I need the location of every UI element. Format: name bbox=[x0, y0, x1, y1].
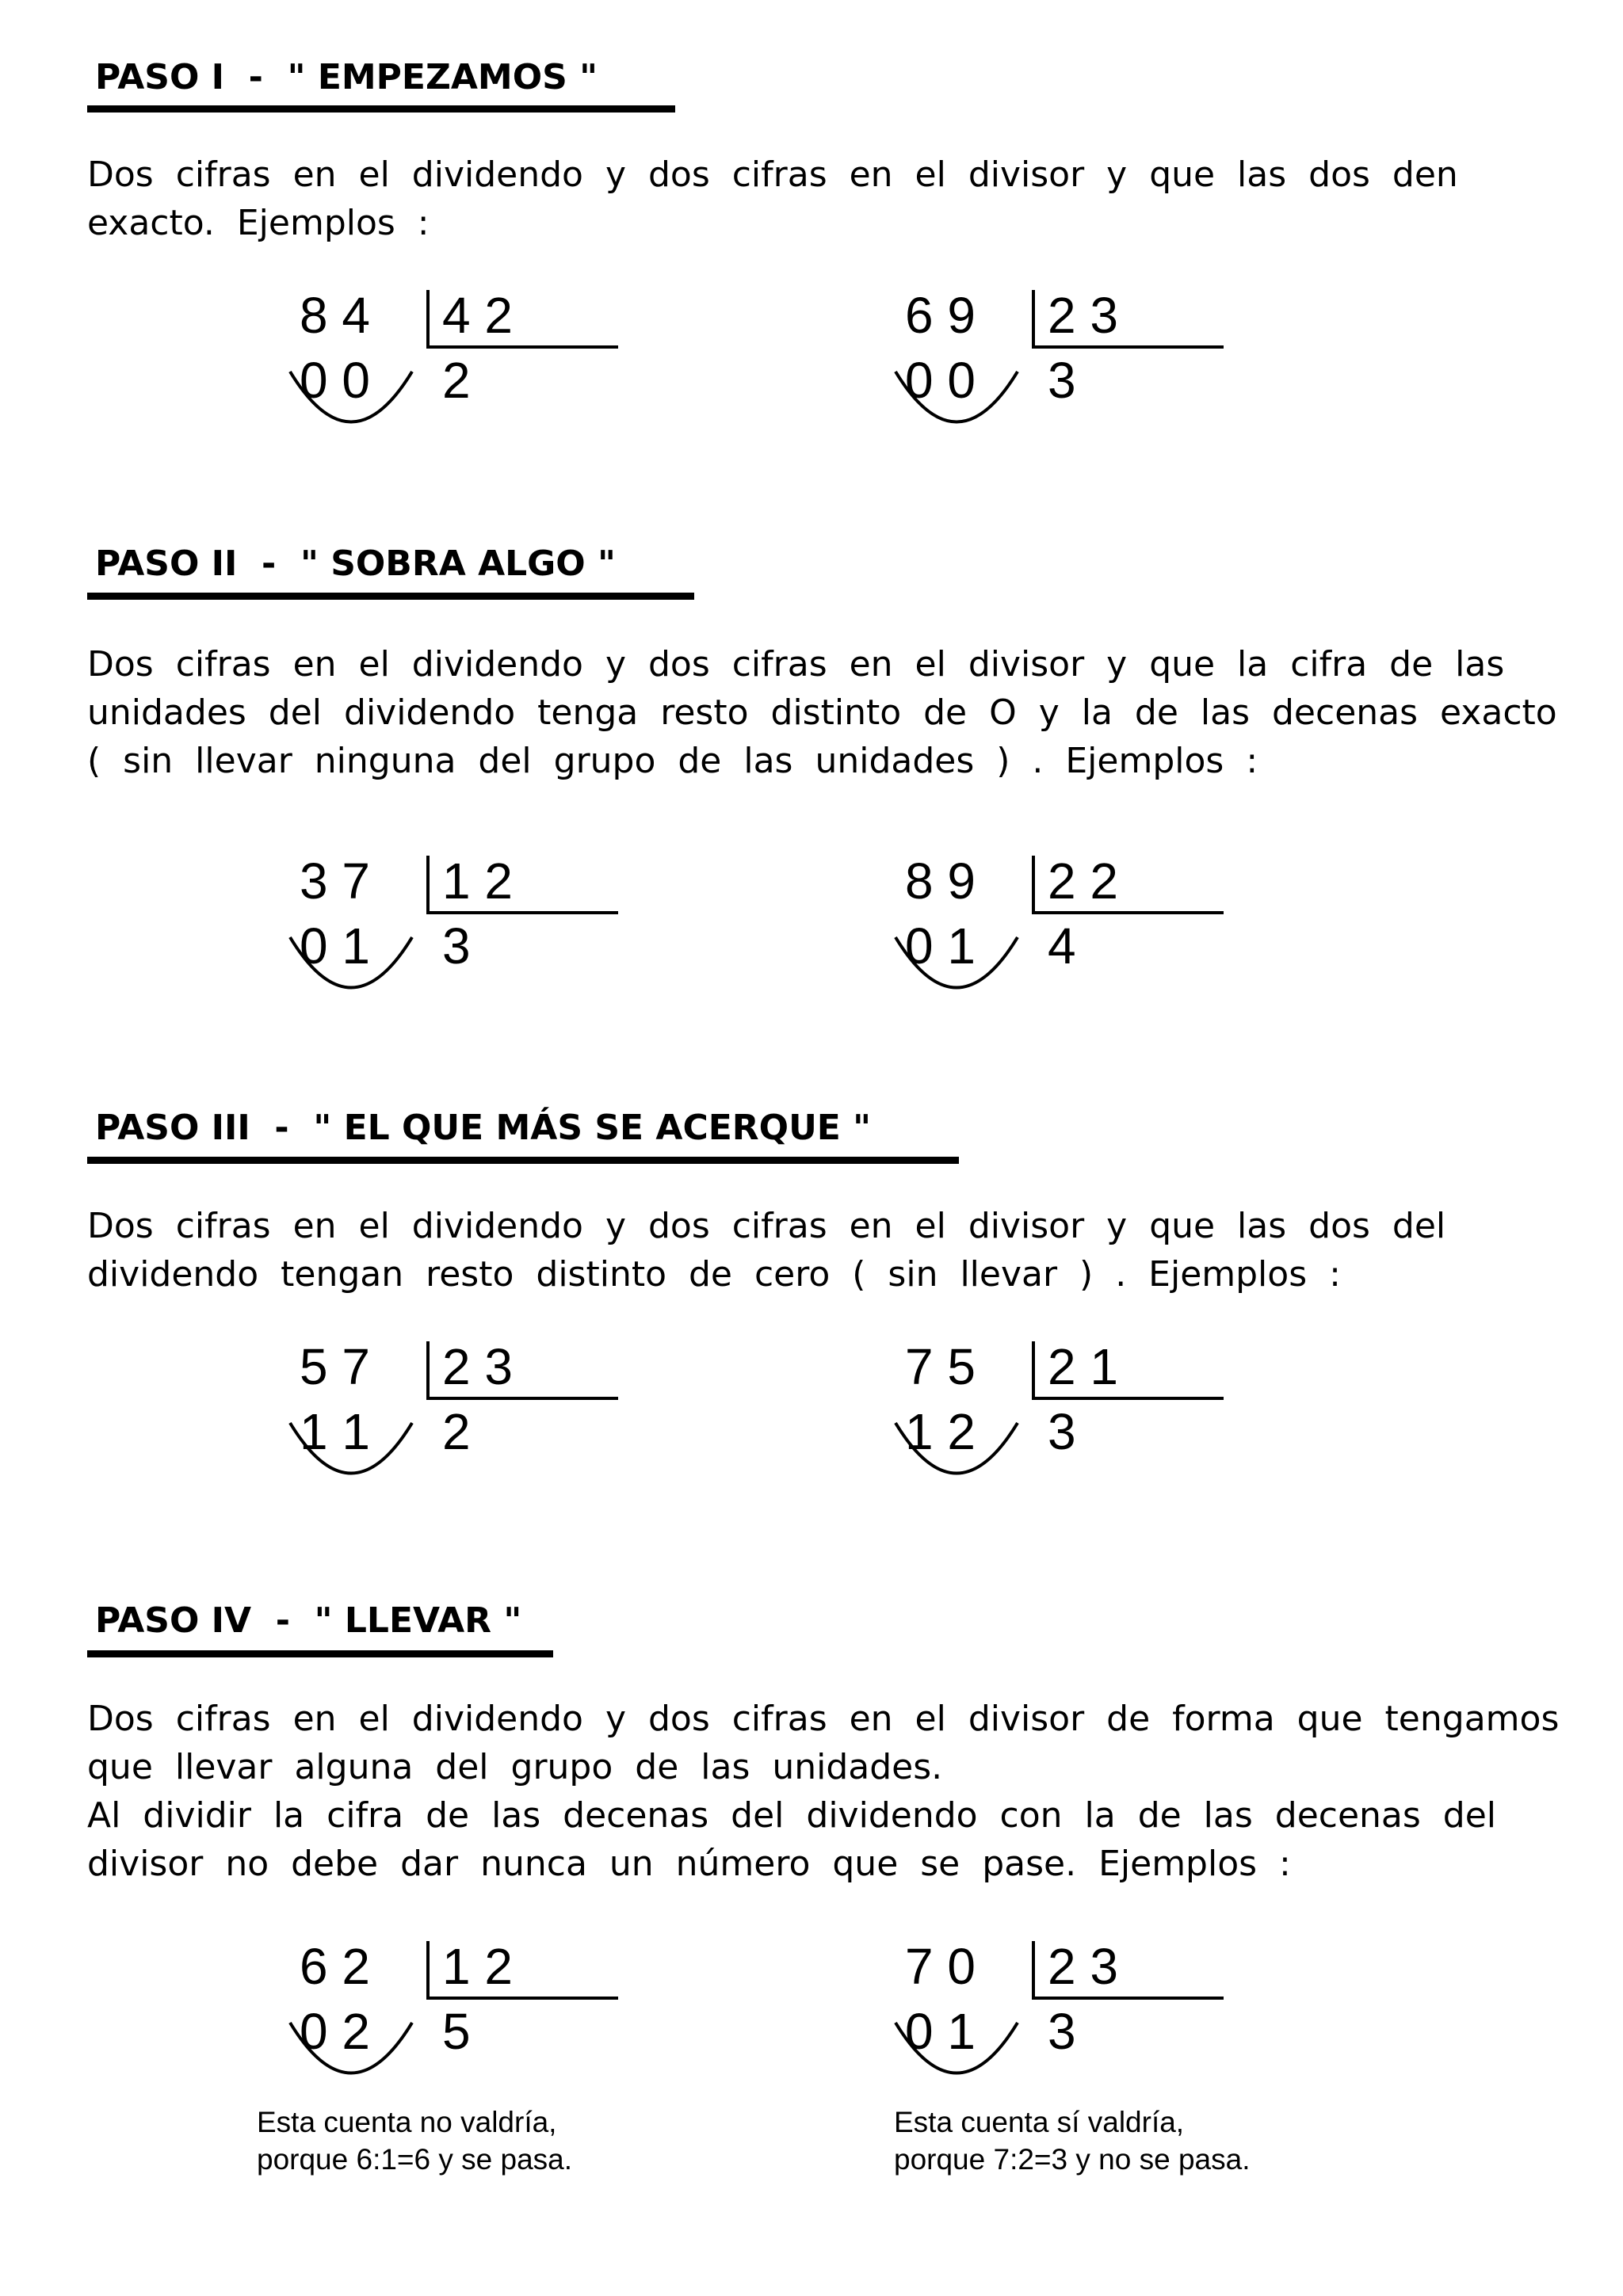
step-3-line: Dos cifras en el dividendo y dos cifras en el divisor y que las dos del bbox=[87, 1206, 1446, 1246]
step-4-heading: PASO IV - " LLEVAR " bbox=[95, 1600, 522, 1641]
divisor: 1 2 bbox=[442, 852, 513, 910]
dividend: 8 9 bbox=[905, 852, 976, 910]
division-bracket-horizontal bbox=[1032, 345, 1224, 349]
division-bracket-vertical bbox=[426, 856, 430, 913]
step-4-note-valid bbox=[894, 2103, 1250, 2178]
division-bracket-vertical bbox=[1032, 290, 1035, 348]
remainder: 0 1 bbox=[905, 2003, 976, 2060]
divisor: 1 2 bbox=[442, 1938, 513, 1995]
step-3-example-2 bbox=[889, 1338, 1301, 1488]
remainder-arc-icon bbox=[889, 931, 1024, 1002]
step-2-example-2 bbox=[889, 852, 1301, 1002]
step-4-underline bbox=[87, 1650, 553, 1657]
step-1-line: Dos cifras en el dividendo y dos cifras en el divisor y que las dos den bbox=[87, 154, 1458, 195]
quotient: 5 bbox=[442, 2003, 471, 2060]
remainder: 0 2 bbox=[300, 2003, 370, 2060]
step-1-example-2 bbox=[889, 287, 1301, 437]
remainder-arc-icon bbox=[889, 1417, 1024, 1488]
remainder-arc-icon bbox=[889, 365, 1024, 437]
remainder: 0 0 bbox=[300, 352, 370, 409]
quotient: 2 bbox=[442, 352, 471, 409]
division-bracket-vertical bbox=[1032, 1341, 1035, 1399]
division-bracket-vertical bbox=[426, 290, 430, 348]
step-3-line: dividendo tengan resto distinto de cero ( sin llevar ) . Ejemplos : bbox=[87, 1254, 1341, 1295]
step-2-heading: PASO II - " SOBRA ALGO " bbox=[95, 543, 616, 584]
remainder: 1 2 bbox=[905, 1403, 976, 1460]
divisor: 4 2 bbox=[442, 287, 513, 344]
divisor: 2 2 bbox=[1048, 852, 1118, 910]
division-bracket-horizontal bbox=[1032, 1397, 1224, 1400]
remainder: 1 1 bbox=[300, 1403, 370, 1460]
remainder-arc-icon bbox=[284, 931, 418, 1002]
division-bracket-vertical bbox=[426, 1341, 430, 1399]
remainder-arc-icon bbox=[889, 2016, 1024, 2088]
remainder-arc-icon bbox=[284, 2016, 418, 2088]
divisor: 2 3 bbox=[1048, 1938, 1118, 1995]
division-bracket-horizontal bbox=[426, 1997, 618, 2000]
dividend: 5 7 bbox=[300, 1338, 370, 1395]
divisor: 2 3 bbox=[442, 1338, 513, 1395]
step-2-line: unidades del dividendo tenga resto distinto de O y la de las decenas exacto bbox=[87, 692, 1557, 733]
step-3-underline bbox=[87, 1157, 959, 1164]
step-4-line: que llevar alguna del grupo de las unidades. bbox=[87, 1747, 943, 1787]
step-1-underline bbox=[87, 105, 675, 113]
remainder: 0 1 bbox=[905, 917, 976, 974]
division-bracket-vertical bbox=[1032, 856, 1035, 913]
step-3-example-1 bbox=[284, 1338, 696, 1488]
step-2-line: ( sin llevar ninguna del grupo de las unidades ) . Ejemplos : bbox=[87, 741, 1258, 781]
division-bracket-horizontal bbox=[426, 1397, 618, 1400]
step-4-line: Dos cifras en el dividendo y dos cifras en el divisor de forma que tengamos bbox=[87, 1699, 1560, 1739]
step-3-heading: PASO III - " EL QUE MÁS SE ACERQUE " bbox=[95, 1108, 872, 1148]
step-4-description bbox=[87, 1695, 1559, 1888]
quotient: 3 bbox=[1048, 1403, 1076, 1460]
note-line: porque 7:2=3 y no se pasa. bbox=[894, 2143, 1251, 2176]
step-4-example-1 bbox=[284, 1938, 696, 2088]
step-4-example-2 bbox=[889, 1938, 1301, 2088]
divisor: 2 1 bbox=[1048, 1338, 1118, 1395]
quotient: 3 bbox=[442, 917, 471, 974]
remainder: 0 0 bbox=[905, 352, 976, 409]
step-2-example-1 bbox=[284, 852, 696, 1002]
dividend: 6 2 bbox=[300, 1938, 370, 1995]
step-3-description bbox=[87, 1202, 1445, 1299]
step-4-line: Al dividir la cifra de las decenas del dividendo con la de las decenas del bbox=[87, 1795, 1497, 1836]
dividend: 8 4 bbox=[300, 287, 370, 344]
note-line: Esta cuenta no valdría, bbox=[257, 2106, 557, 2138]
step-1-heading: PASO I - " EMPEZAMOS " bbox=[95, 57, 598, 97]
step-1-description bbox=[87, 151, 1458, 247]
step-4-note-invalid bbox=[257, 2103, 572, 2178]
note-line: Esta cuenta sí valdría, bbox=[894, 2106, 1185, 2138]
dividend: 7 0 bbox=[905, 1938, 976, 1995]
division-bracket-horizontal bbox=[426, 345, 618, 349]
step-2-line: Dos cifras en el dividendo y dos cifras en el divisor y que la cifra de las bbox=[87, 644, 1505, 685]
divisor: 2 3 bbox=[1048, 287, 1118, 344]
remainder-arc-icon bbox=[284, 365, 418, 437]
dividend: 7 5 bbox=[905, 1338, 976, 1395]
step-4-line: divisor no debe dar nunca un número que se pase. Ejemplos : bbox=[87, 1844, 1291, 1884]
step-2-description bbox=[87, 640, 1557, 785]
division-bracket-horizontal bbox=[426, 911, 618, 914]
division-bracket-vertical bbox=[426, 1941, 430, 1999]
quotient: 4 bbox=[1048, 917, 1076, 974]
step-1-line: exacto. Ejemplos : bbox=[87, 203, 430, 243]
division-bracket-vertical bbox=[1032, 1941, 1035, 1999]
step-1-example-1 bbox=[284, 287, 696, 437]
note-line: porque 6:1=6 y se pasa. bbox=[257, 2143, 573, 2176]
dividend: 3 7 bbox=[300, 852, 370, 910]
division-bracket-horizontal bbox=[1032, 911, 1224, 914]
quotient: 3 bbox=[1048, 352, 1076, 409]
step-2-underline bbox=[87, 593, 694, 600]
division-bracket-horizontal bbox=[1032, 1997, 1224, 2000]
remainder-arc-icon bbox=[284, 1417, 418, 1488]
quotient: 2 bbox=[442, 1403, 471, 1460]
dividend: 6 9 bbox=[905, 287, 976, 344]
remainder: 0 1 bbox=[300, 917, 370, 974]
quotient: 3 bbox=[1048, 2003, 1076, 2060]
